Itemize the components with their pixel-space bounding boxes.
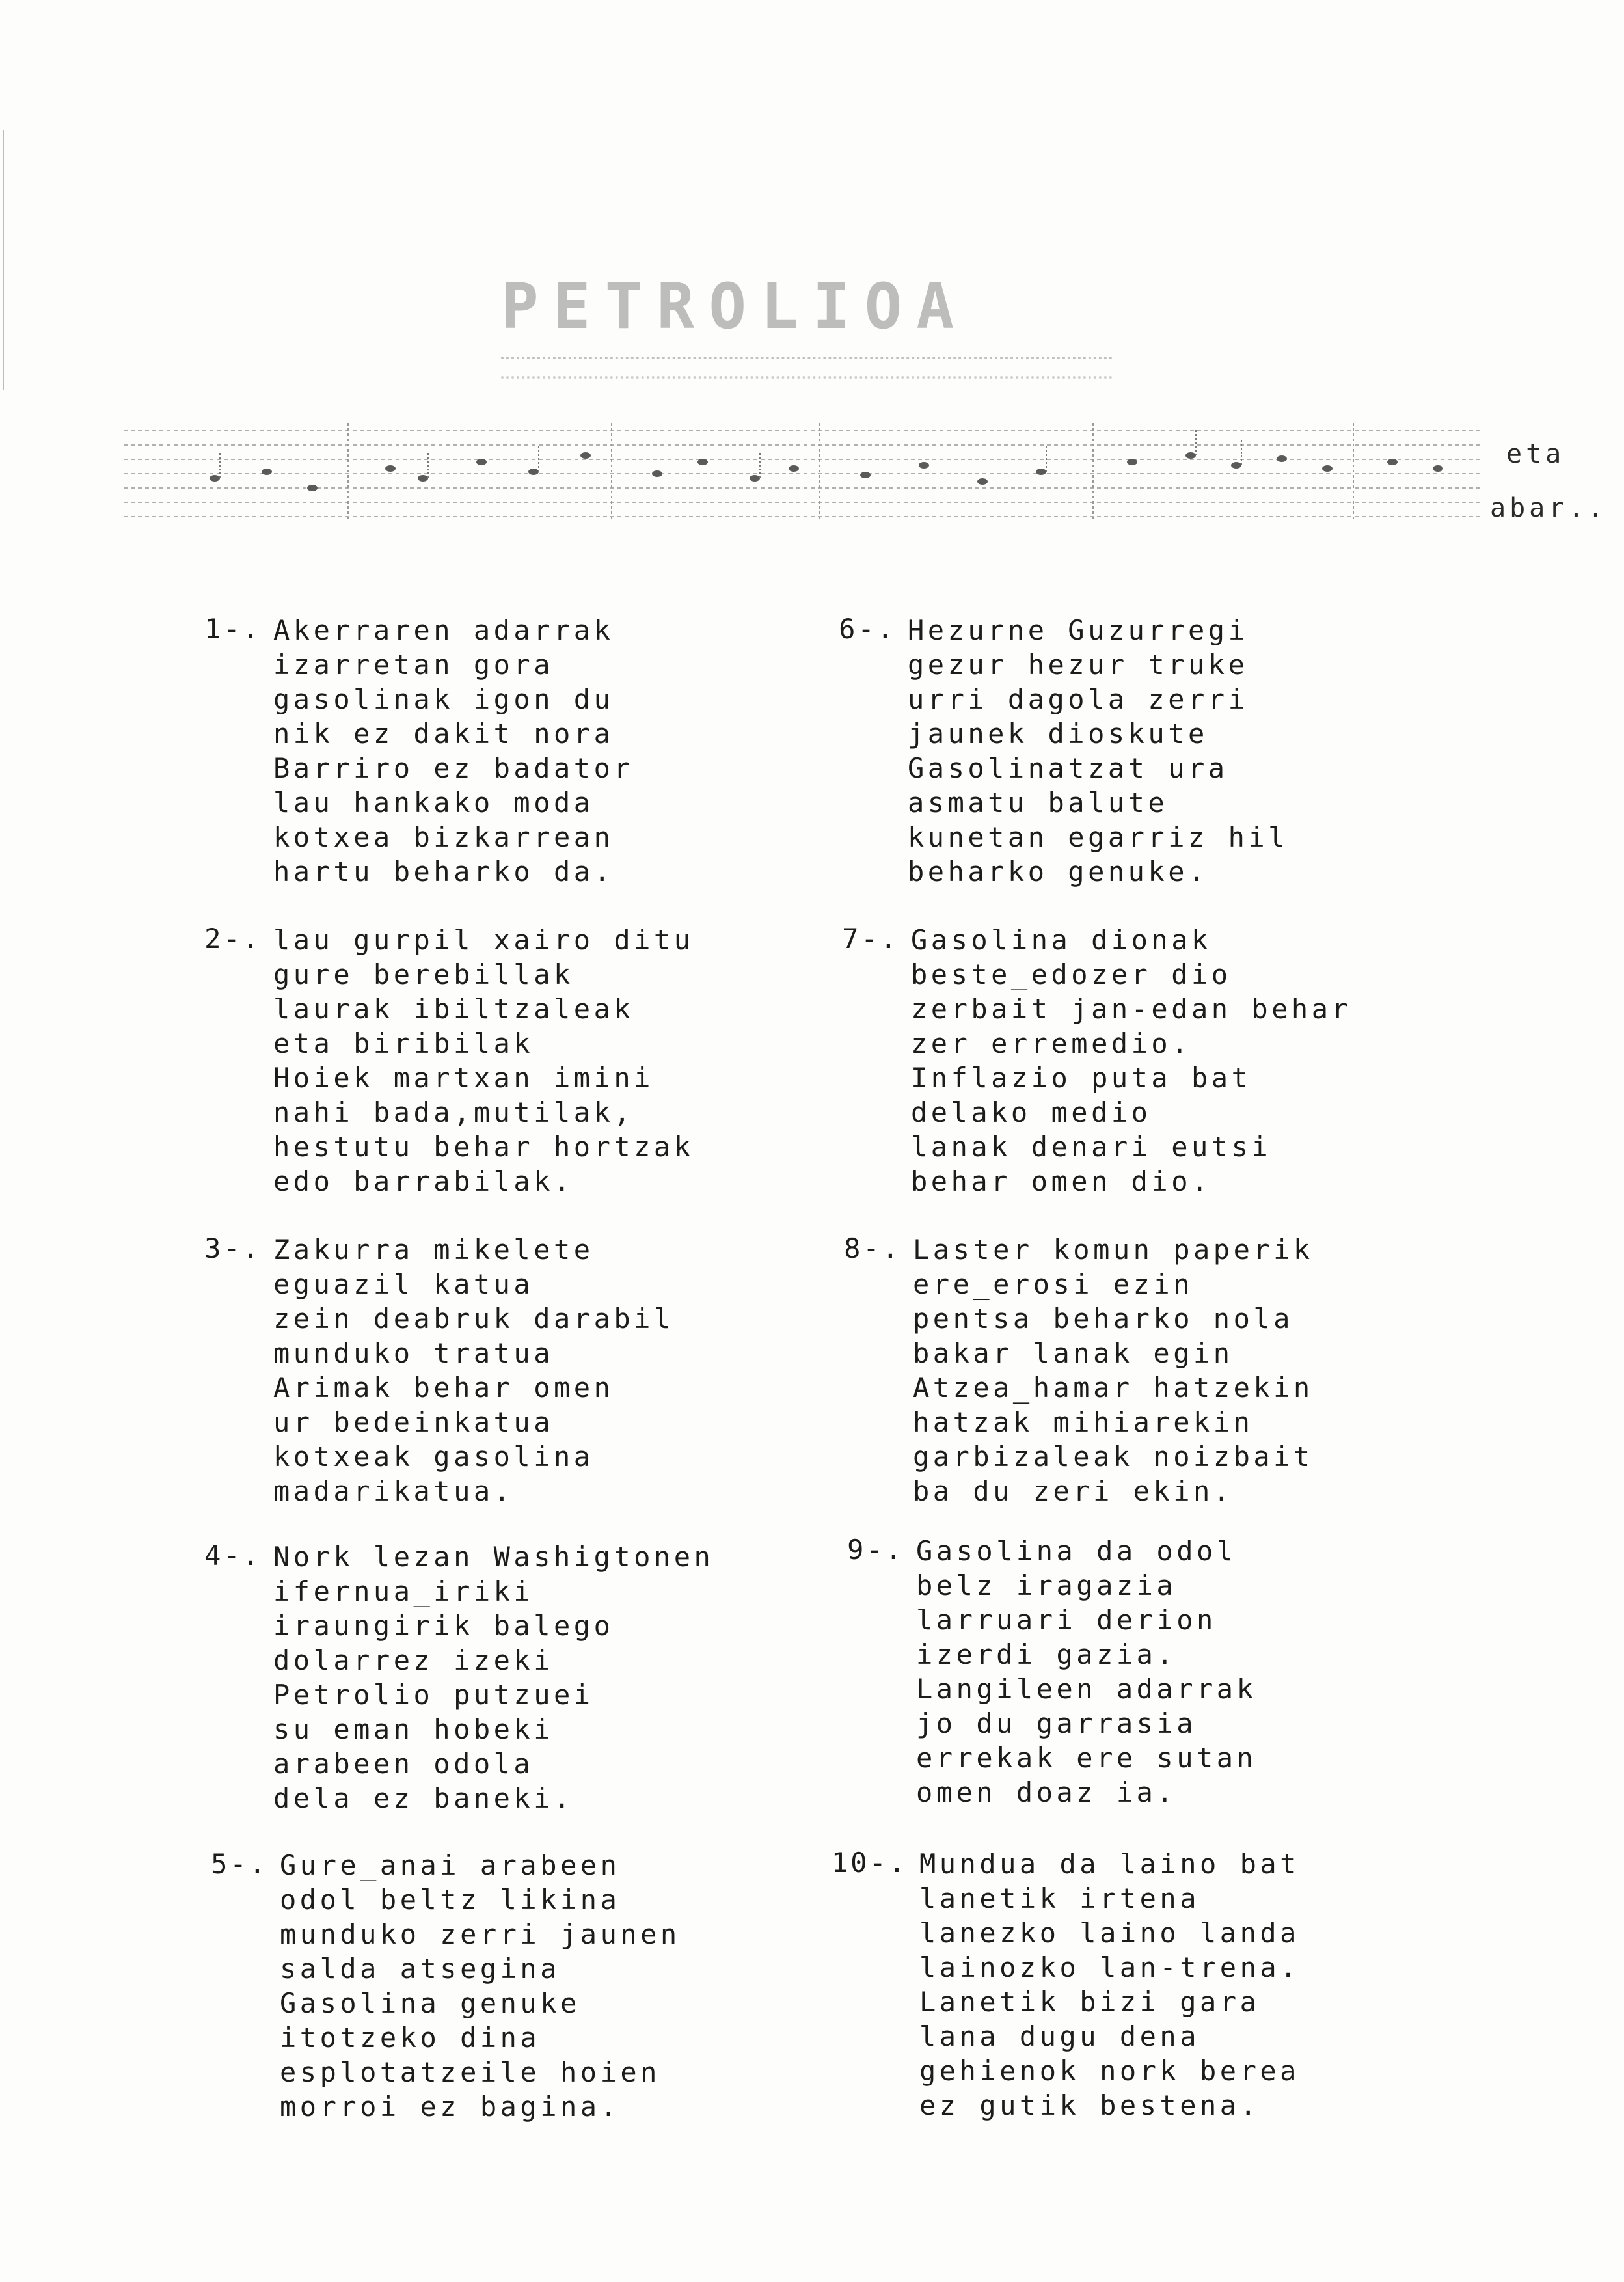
verse-line: asmatu balute [908, 787, 1169, 819]
verse-line: arabeen odola [273, 1748, 534, 1780]
verse-line: eguazil katua [273, 1268, 534, 1300]
verse-8 [844, 1232, 1563, 1508]
verse-line: gehienok nork berea [919, 2055, 1300, 2087]
verse-4 [204, 1540, 924, 1815]
verse-number: 5-. [211, 1848, 268, 1880]
verse-line: Akerraren adarrak [273, 614, 614, 646]
verse-line: omen doaz ia. [916, 1776, 1177, 1808]
verse-line: munduko zerri jaunen [280, 1918, 681, 1950]
song-title: PETROLIOA [501, 270, 969, 343]
verse-line: lau hankako moda [273, 787, 594, 819]
verse-line: Inflazio puta bat [911, 1062, 1252, 1094]
verse-line: Zakurra mikelete [273, 1234, 594, 1266]
verse-line: esplotatzeile hoien [280, 2056, 660, 2088]
verse-number: 2-. [204, 923, 262, 955]
verse-line: Arimak behar omen [273, 1372, 614, 1404]
verse-7 [842, 923, 1562, 1199]
verse-line: delako medio [911, 1096, 1152, 1128]
verse-line: morroi ez bagina. [280, 2091, 621, 2123]
verse-line: zer erremedio. [911, 1027, 1192, 1059]
verse-line: hestutu behar hortzak [273, 1131, 694, 1163]
verse-line: gezur hezur truke [908, 649, 1249, 681]
verse-line: Nork lezan Washigtonen [273, 1541, 714, 1573]
verse-line: beste_edozer dio [911, 958, 1232, 990]
verse-line: kotxea bizkarrean [273, 821, 614, 853]
verse-number: 1-. [204, 613, 262, 645]
verse-line: munduko tratua [273, 1337, 554, 1369]
verse-line: lanetik irtena [919, 1882, 1200, 1914]
verse-line: ez gutik bestena. [919, 2089, 1260, 2121]
verse-line: jaunek dioskute [908, 718, 1208, 750]
verse-line: edo barrabilak. [273, 1165, 574, 1197]
verse-5 [211, 1848, 930, 2124]
verse-line: urri dagola zerri [908, 683, 1249, 715]
verse-line: Gasolina dionak [911, 924, 1211, 956]
verse-line: zein deabruk darabil [273, 1303, 674, 1335]
verse-line: lainozko lan-trena. [919, 1951, 1300, 1983]
verse-line: Gasolinatzat ura [908, 752, 1228, 784]
verse-9 [847, 1534, 1567, 1810]
verse-line: Lanetik bizi gara [919, 1986, 1260, 2018]
staff-word-eta: eta [1506, 439, 1565, 469]
verse-3 [204, 1232, 924, 1508]
verse-line: Laster komun paperik [913, 1234, 1314, 1266]
verse-line: odol beltz likina [280, 1884, 621, 1916]
verse-line: bakar lanak egin [913, 1337, 1234, 1369]
verse-line: gasolinak igon du [273, 683, 614, 715]
music-staff [117, 416, 1607, 575]
verse-line: ur bedeinkatua [273, 1406, 554, 1438]
verse-line: Gure_anai arabeen [280, 1849, 621, 1881]
verse-line: madarikatua. [273, 1475, 514, 1507]
verse-number: 7-. [842, 923, 899, 955]
verse-6 [839, 613, 1558, 889]
verse-line: ifernua_iriki [273, 1575, 534, 1607]
left-margin-mark [3, 130, 4, 390]
verse-line: dolarrez izeki [273, 1644, 554, 1676]
verse-line: nahi bada,mutilak, [273, 1096, 634, 1128]
music-notation [117, 416, 1607, 573]
verse-line: pentsa beharko nola [913, 1303, 1293, 1335]
verse-line: nik ez dakit nora [273, 718, 614, 750]
verse-line: lanak denari eutsi [911, 1131, 1272, 1163]
verse-line: errekak ere sutan [916, 1742, 1257, 1774]
verse-line: Hoiek martxan imini [273, 1062, 654, 1094]
verse-line: dela ez baneki. [273, 1782, 574, 1814]
verse-line: ba du zeri ekin. [913, 1475, 1234, 1507]
verse-line: Mundua da laino bat [919, 1848, 1300, 1880]
verse-10 [831, 1847, 1570, 2123]
verse-line: larruari derion [916, 1604, 1217, 1636]
verse-number: 6-. [839, 613, 896, 645]
verse-line: hatzak mihiarekin [913, 1406, 1254, 1438]
verse-line: Hezurne Guzurregi [908, 614, 1249, 646]
verse-line: Barriro ez badator [273, 752, 634, 784]
verse-line: jo du garrasia [916, 1707, 1197, 1739]
verse-line: Gasolina genuke [280, 1987, 580, 2019]
verse-line: belz iragazia [916, 1569, 1177, 1601]
verse-line: hartu beharko da. [273, 856, 614, 888]
verse-line: kotxeak gasolina [273, 1441, 594, 1473]
verse-line: laurak ibiltzaleak [273, 993, 634, 1025]
verse-line: izarretan gora [273, 649, 554, 681]
verse-line: garbizaleak noizbait [913, 1441, 1314, 1473]
verse-line: itotzeko dina [280, 2022, 541, 2054]
verse-line: Langileen adarrak [916, 1673, 1257, 1705]
verse-line: salda atsegina [280, 1953, 561, 1985]
verse-line: su eman hobeki [273, 1713, 554, 1745]
verse-line: lau gurpil xairo ditu [273, 924, 694, 956]
verse-line: eta biribilak [273, 1027, 534, 1059]
verse-number: 8-. [844, 1232, 901, 1264]
verse-line: Atzea_hamar hatzekin [913, 1372, 1314, 1404]
verse-line: lana dugu dena [919, 2020, 1200, 2052]
verse-line: Petrolio putzuei [273, 1679, 594, 1711]
verse-line: ere_erosi ezin [913, 1268, 1194, 1300]
verse-line: izerdi gazia. [916, 1638, 1177, 1670]
verse-line: lanezko laino landa [919, 1917, 1300, 1949]
verse-line: zerbait jan-edan behar [911, 993, 1352, 1025]
verse-number: 9-. [847, 1534, 904, 1566]
verse-line: behar omen dio. [911, 1165, 1211, 1197]
verse-line: kunetan egarriz hil [908, 821, 1288, 853]
verse-line: gure berebillak [273, 958, 574, 990]
verse-number: 3-. [204, 1232, 262, 1264]
verse-2 [204, 923, 924, 1199]
staff-word-abar: abar.. [1490, 493, 1608, 523]
verse-line: beharko genuke. [908, 856, 1208, 888]
verse-number: 10-. [831, 1847, 908, 1879]
verse-1 [204, 613, 924, 889]
title-underline [501, 357, 1113, 379]
verse-line: iraungirik balego [273, 1610, 614, 1642]
verse-number: 4-. [204, 1540, 262, 1571]
verse-line: Gasolina da odol [916, 1535, 1237, 1567]
